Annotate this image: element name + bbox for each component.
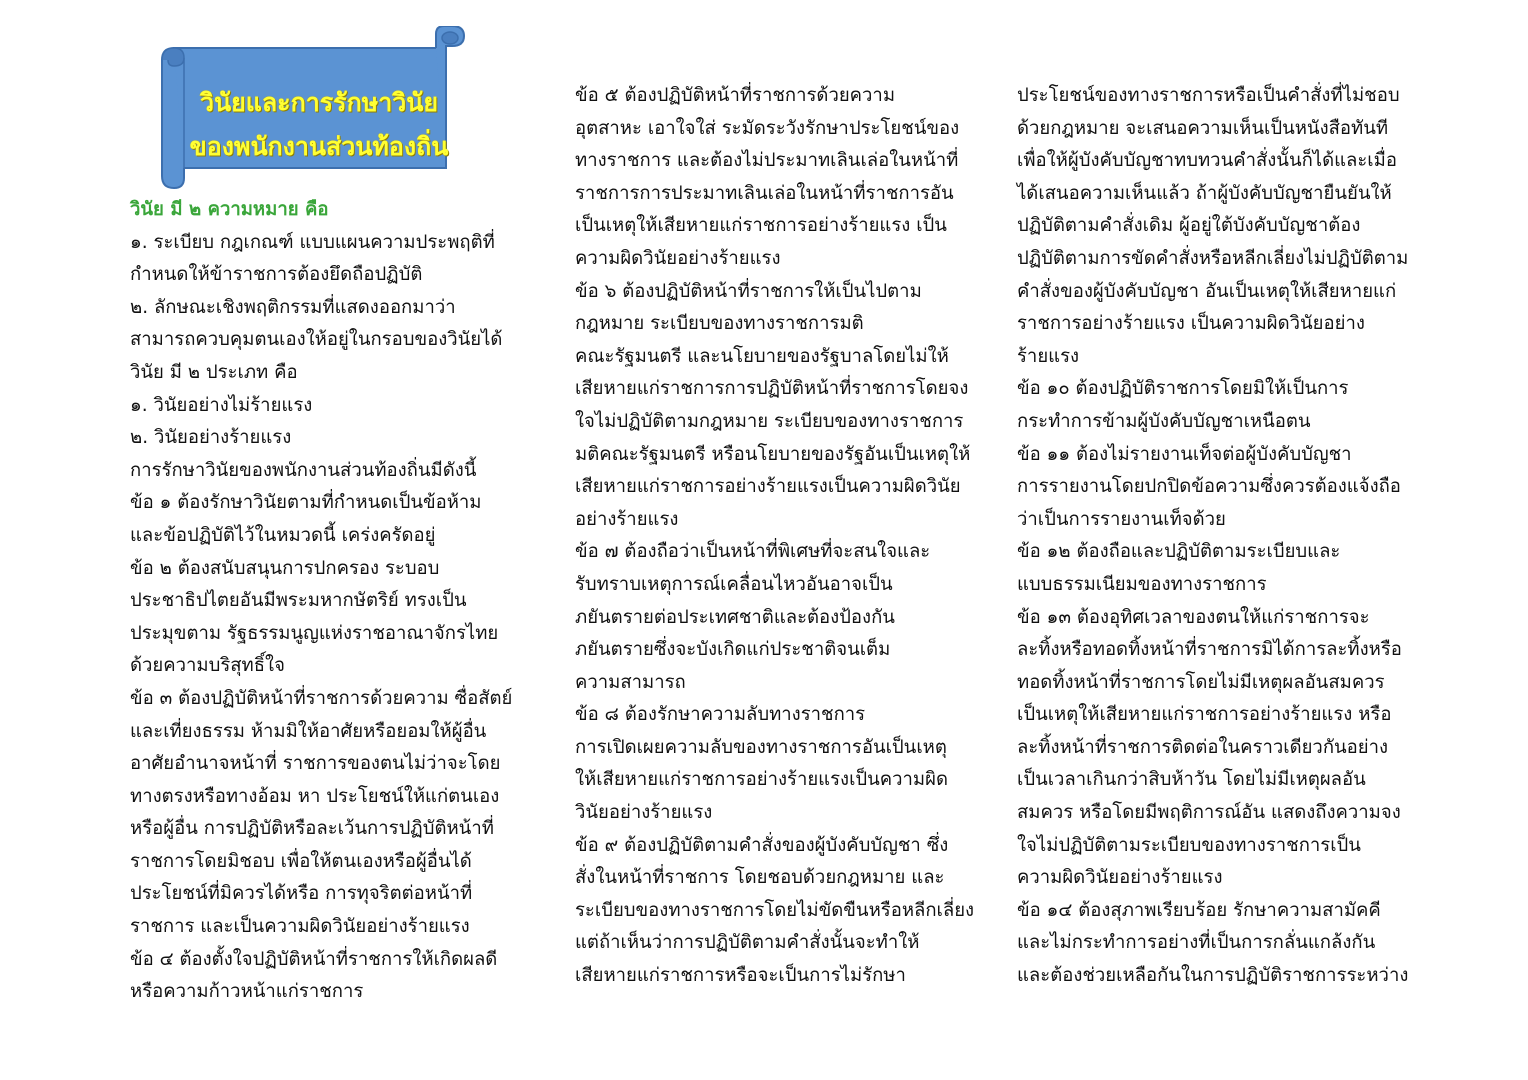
text-line: เป็นเหตุให้เสียหายแก่ราชการอย่างร้ายแรง เป็น	[575, 215, 947, 237]
text-line: ข้อ ๓ ต้องปฏิบัติหน้าที่ราชการด้วยความ ซื่อสัตย์	[130, 687, 513, 709]
text-line: ทางตรงหรือทางอ้อม หา ประโยชน์ให้แก่ตนเอง	[130, 785, 500, 807]
text-line: กำหนดให้ข้าราชการต้องยึดถือปฏิบัติ	[130, 264, 423, 286]
text-line: หรือความก้าวหน้าแก่ราชการ	[130, 981, 364, 1003]
text-line: ปฏิบัติตามการขัดคำสั่งหรือหลีกเลี่ยงไม่ปฏิบัติตาม	[1017, 247, 1409, 269]
text-line: ราชการการประมาทเลินเล่อในหน้าที่ราชการอัน	[575, 182, 954, 204]
text-line: สมควร หรือโดยมีพฤติการณ์อัน แสดงถึงความจง	[1017, 802, 1401, 824]
text-line: ข้อ ๙ ต้องปฏิบัติตามคำสั่งของผู้บังคับบัญชา ซึ่ง	[575, 834, 949, 856]
text-line: ปฏิบัติตามคำสั่งเดิม ผู้อยู่ใต้บังคับบัญชาต้อง	[1017, 215, 1361, 237]
text-column-1	[130, 194, 530, 1009]
text-line: ข้อ ๑๑ ต้องไม่รายงานเท็จต่อผู้บังคับบัญชา	[1017, 443, 1352, 465]
text-line: กฎหมาย ระเบียบของทางราชการมติ	[575, 313, 864, 335]
text-line: รับทราบเหตุการณ์เคลื่อนไหวอันอาจเป็น	[575, 573, 893, 595]
text-line: กระทำการข้ามผู้บังคับบัญชาเหนือตน	[1017, 410, 1311, 432]
text-line: ข้อ ๘ ต้องรักษาความลับทางราชการ	[575, 704, 866, 726]
text-line: วินัย มี ๒ ประเภท คือ	[130, 361, 298, 383]
banner-title-line-2: ของพนักงานส่วนท้องถิ่น	[189, 132, 449, 161]
text-line: ด้วยความบริสุทธิ์ใจ	[130, 655, 285, 677]
text-line: ราชการ และเป็นความผิดวินัยอย่างร้ายแรง	[130, 916, 470, 938]
text-line: การเปิดเผยความลับของทางราชการอันเป็นเหตุ	[575, 736, 947, 758]
text-line: และไม่กระทำการอย่างที่เป็นการกลั่นแกล้งกัน	[1017, 932, 1376, 954]
text-line: ข้อ ๑ ต้องรักษาวินัยตามที่กำหนดเป็นข้อห้าม	[130, 492, 482, 514]
text-line: ละทิ้งหรือทอดทิ้งหน้าที่ราชการมิได้การละทิ้งหรือ	[1017, 639, 1402, 661]
text-line: ร้ายแรง	[1017, 345, 1080, 367]
text-line: สั่งในหน้าที่ราชการ โดยชอบด้วยกฎหมาย และ	[575, 867, 945, 889]
text-line: ข้อ ๗ ต้องถือว่าเป็นหน้าที่พิเศษที่จะสนใจและ	[575, 541, 931, 563]
text-line: ละทิ้งหน้าที่ราชการติดต่อในคราวเดียวกันอย่าง	[1017, 736, 1389, 758]
text-line: ข้อ ๖ ต้องปฏิบัติหน้าที่ราชการให้เป็นไปตาม	[575, 280, 922, 302]
text-line: ข้อ ๑๐ ต้องปฏิบัติราชการโดยมิให้เป็นการ	[1017, 378, 1349, 400]
text-line: ความผิดวินัยอย่างร้ายแรง	[1017, 867, 1223, 889]
title-banner	[160, 26, 466, 192]
text-line: ๑. วินัยอย่างไม่ร้ายแรง	[130, 394, 313, 416]
text-line: ประชาธิปไตยอันมีพระมหากษัตริย์ ทรงเป็น	[130, 590, 467, 612]
text-line: ข้อ ๒ ต้องสนับสนุนการปกครอง ระบอบ	[130, 557, 440, 579]
text-line: ว่าเป็นการรายงานเท็จด้วย	[1017, 508, 1226, 530]
text-line: ประโยชน์ที่มิควรได้หรือ การทุจริตต่อหน้าที่	[130, 883, 473, 905]
text-line: เสียหายแก่ราชการอย่างร้ายแรงเป็นความผิดวินัย	[575, 476, 961, 498]
text-line: และเที่ยงธรรม ห้ามมิให้อาศัยหรือยอมให้ผู้อื่น	[130, 720, 487, 742]
text-line: ข้อ ๑๒ ต้องถือและปฏิบัติตามระเบียบและ	[1017, 541, 1341, 563]
text-line: การรายงานโดยปกปิดข้อความซึ่งควรต้องแจ้งถือ	[1017, 476, 1401, 498]
text-line: ความสามารถ	[575, 671, 686, 693]
text-line: การรักษาวินัยของพนักงานส่วนท้องถิ่นมีดังนี้	[130, 459, 477, 481]
text-line: ๒. ลักษณะเชิงพฤติกรรมที่แสดงออกมาว่า	[130, 296, 456, 318]
text-line: ภยันตรายซึ่งจะบังเกิดแก่ประชาติจนเต็ม	[575, 639, 891, 661]
text-line: ข้อ ๕ ต้องปฏิบัติหน้าที่ราชการด้วยความ	[575, 85, 896, 106]
text-line: ประโยชน์ของทางราชการหรือเป็นคำสั่งที่ไม่ชอบ	[1017, 85, 1400, 106]
text-line: ข้อ ๔ ต้องตั้งใจปฏิบัติหน้าที่ราชการให้เกิดผลดี	[130, 948, 498, 970]
text-line: สามารถควบคุมตนเองให้อยู่ในกรอบของวินัยได้	[130, 329, 503, 351]
text-line: ด้วยกฎหมาย จะเสนอความเห็นเป็นหนังสือทันที	[1017, 117, 1389, 139]
text-line: ราชการโดยมิชอบ เพื่อให้ตนเองหรือผู้อื่นได้	[130, 850, 472, 872]
text-line: วินัยอย่างร้ายแรง	[575, 802, 713, 824]
text-column-2	[575, 80, 975, 993]
text-line: ภยันตรายต่อประเทศชาติและต้องป้องกัน	[575, 606, 895, 628]
text-line: และข้อปฏิบัติไว้ในหมวดนี้ เคร่งครัดอยู่	[130, 524, 436, 546]
text-line: ให้เสียหายแก่ราชการอย่างร้ายแรงเป็นความผิด	[575, 769, 948, 791]
text-line: ข้อ ๑๓ ต้องอุทิศเวลาของตนให้แก่ราชการจะ	[1017, 606, 1370, 628]
text-line: วินัย มี ๒ ความหมาย คือ	[130, 199, 329, 220]
text-line: เสียหายแก่ราชการหรือจะเป็นการไม่รักษา	[575, 965, 906, 987]
text-line: อาศัยอำนาจหน้าที่ ราชการของตนไม่ว่าจะโดย	[130, 753, 501, 775]
text-line: เป็นเวลาเกินกว่าสิบห้าวัน โดยไม่มีเหตุผลอัน	[1017, 769, 1366, 791]
text-line: เป็นเหตุให้เสียหายแก่ราชการอย่างร้ายแรง หรือ	[1017, 704, 1392, 726]
text-line: ความผิดวินัยอย่างร้ายแรง	[575, 247, 781, 269]
text-line: แบบธรรมเนียมของทางราชการ	[1017, 573, 1267, 595]
text-line: คำสั่งของผู้บังคับบัญชา อันเป็นเหตุให้เสียหายแก่	[1017, 280, 1397, 302]
text-line: ระเบียบของทางราชการโดยไม่ขัดขืนหรือหลีกเลี่ยง	[575, 899, 975, 921]
text-line: เสียหายแก่ราชการการปฏิบัติหน้าที่ราชการโดยจง	[575, 378, 969, 400]
text-line: ใจไม่ปฏิบัติตามกฎหมาย ระเบียบของทางราชการ	[575, 410, 964, 432]
text-line: ราชการอย่างร้ายแรง เป็นความผิดวินัยอย่าง	[1017, 313, 1365, 335]
text-line: และต้องช่วยเหลือกันในการปฏิบัติราชการระหว่าง	[1017, 965, 1409, 987]
text-line: ทางราชการ และต้องไม่ประมาทเลินเล่อในหน้าที่	[575, 150, 959, 172]
text-line: เพื่อให้ผู้บังคับบัญชาทบทวนคำสั่งนั้นก็ได้และเมื่อ	[1017, 150, 1397, 172]
text-line: อุตสาหะ เอาใจใส่ ระมัดระวังรักษาประโยชน์ของ	[575, 117, 960, 139]
text-line: ประมุขตาม รัฐธรรมนูญแห่งราชอาณาจักรไทย	[130, 622, 499, 644]
text-column-3	[1017, 80, 1417, 993]
banner-title-line-1: วินัยและการรักษาวินัย	[199, 88, 439, 117]
text-line: คณะรัฐมนตรี และนโยบายของรัฐบาลโดยไม่ให้	[575, 345, 949, 367]
text-line: แต่ถ้าเห็นว่าการปฏิบัติตามคำสั่งนั้นจะทำให้	[575, 932, 920, 954]
text-line: ทอดทิ้งหน้าที่ราชการโดยไม่มีเหตุผลอันสมควร	[1017, 671, 1385, 693]
text-line: ๒. วินัยอย่างร้ายแรง	[130, 427, 292, 449]
text-line: หรือผู้อื่น การปฏิบัติหรือละเว้นการปฏิบัติหน้าที่	[130, 818, 494, 840]
text-line: ข้อ ๑๔ ต้องสุภาพเรียบร้อย รักษาความสามัคคี	[1017, 899, 1381, 921]
banner-title	[188, 81, 450, 169]
text-line: อย่างร้ายแรง	[575, 508, 679, 530]
text-line: ๑. ระเบียบ กฎเกณฑ์ แบบแผนความประพฤติที่	[130, 231, 495, 253]
text-line: ใจไม่ปฏิบัติตามระเบียบของทางราชการเป็น	[1017, 834, 1361, 856]
text-line: ได้เสนอความเห็นแล้ว ถ้าผู้บังคับบัญชายืนยันให้	[1017, 182, 1392, 204]
text-line: มติคณะรัฐมนตรี หรือนโยบายของรัฐอันเป็นเหตุให้	[575, 443, 971, 465]
